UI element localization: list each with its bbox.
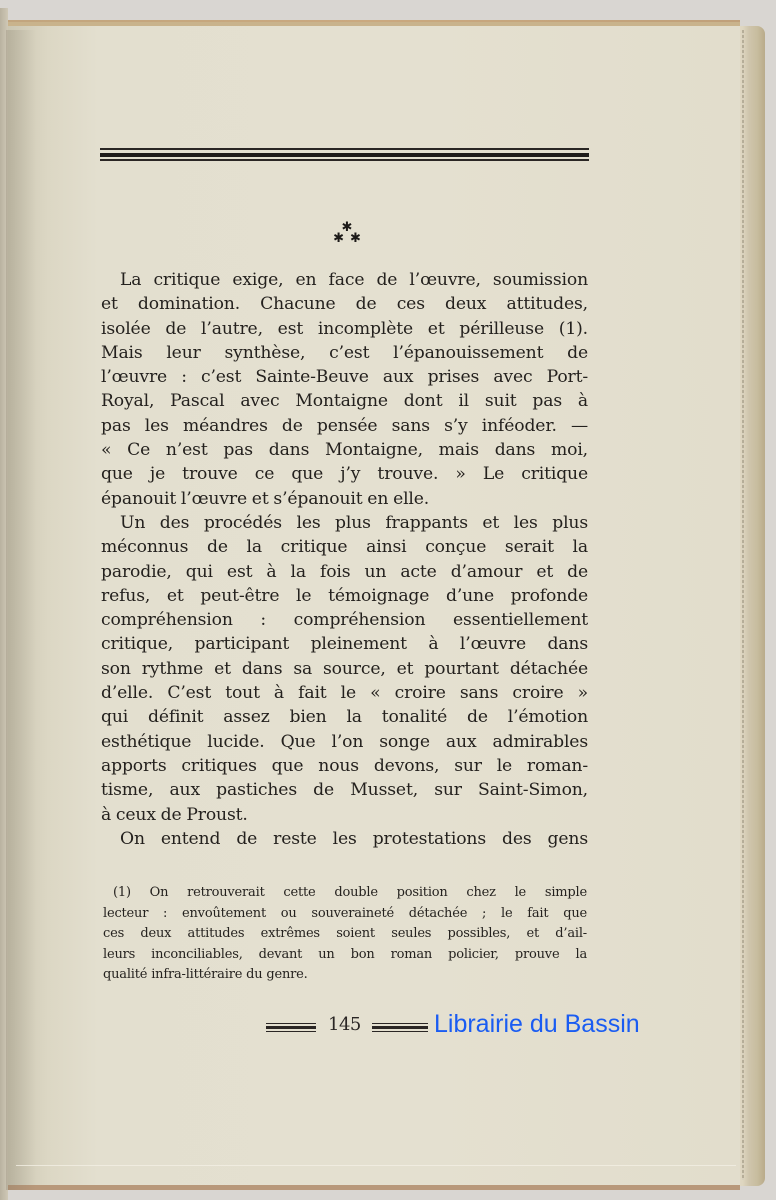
- footnote: [103, 883, 587, 986]
- folio-rule-left: [266, 1023, 316, 1033]
- footnote-line: (1) On retrouverait cette double position chez le simple: [113, 885, 587, 900]
- asterisk-icon: ✱: [341, 220, 353, 235]
- text-line: pas les méandres de pensée sans s’y inféoder. —: [101, 415, 588, 436]
- watermark: Librairie du Bassin: [434, 1010, 640, 1038]
- page-edge-deckle: [742, 30, 744, 1180]
- text-line: tisme, aux pastiches de Musset, sur Saint-Simon,: [101, 780, 588, 801]
- rule-thin-bottom: [100, 159, 589, 161]
- rule-thin-top: [100, 148, 589, 150]
- text-line: apports critiques que nous devons, sur le roman-: [101, 755, 588, 776]
- footnote-line: ces deux attitudes extrêmes soient seules possibles, et d’ail-: [103, 926, 587, 941]
- text-line: d’elle. C’est tout à fait le « croire sans croire »: [101, 683, 588, 704]
- text-line: et domination. Chacune de ces deux attitudes,: [101, 294, 588, 315]
- text-line: méconnus de la critique ainsi conçue serait la: [101, 537, 588, 558]
- text-line: que je trouve ce que j’y trouve. » Le critique: [101, 464, 588, 485]
- folio: [266, 1014, 436, 1040]
- paragraph-3: [101, 827, 588, 851]
- text-line: Un des procédés les plus frappants et les plus: [120, 512, 588, 533]
- text-line: Royal, Pascal avec Montaigne dont il suit pas à: [101, 391, 588, 412]
- text-line: La critique exige, en face de l’œuvre, soumission: [120, 270, 588, 290]
- text-line: critique, participant pleinement à l’œuvre dans: [101, 634, 588, 655]
- page-bottom-edge: [16, 1165, 736, 1166]
- text-line: qui définit assez bien la tonalité de l’émotion: [101, 707, 588, 728]
- text-line: Mais leur synthèse, c’est l’épanouissement de: [101, 342, 588, 363]
- footnote-line: lecteur : envoûtement ou souveraineté détachée ; le fait que: [103, 905, 587, 921]
- footnote-line: qualité infra-littéraire du genre.: [103, 967, 308, 982]
- text-line: « Ce n’est pas dans Montaigne, mais dans moi,: [101, 440, 588, 461]
- text-line: refus, et peut-être le témoignage d’une profonde: [101, 585, 588, 606]
- text-line: épanouit l’œuvre et s’épanouit en elle.: [101, 488, 430, 509]
- gutter-shadow: [6, 30, 36, 1190]
- text-line: compréhension : compréhension essentiellement: [101, 610, 588, 631]
- rule-thick: [100, 153, 589, 157]
- folio-rule-right: [372, 1023, 428, 1033]
- asterisk-icon: ✱✱: [333, 231, 367, 246]
- paragraph-2: [101, 511, 588, 827]
- paragraph-1: [101, 268, 588, 511]
- text-line: isolée de l’autre, est incomplète et périlleuse (1).: [101, 318, 588, 339]
- footnote-line: leurs inconciliables, devant un bon roman policier, prouve la: [103, 946, 587, 962]
- text-line: son rythme et dans sa source, et pourtant détachée: [101, 658, 588, 679]
- body-text: [101, 268, 588, 851]
- text-line: esthétique lucide. Que l’on songe aux admirables: [101, 731, 588, 752]
- asterism-separator: [322, 222, 372, 252]
- decorative-rule-top: [100, 148, 589, 162]
- text-line: à ceux de Proust.: [101, 804, 248, 825]
- text-line: On entend de reste les protestations des gens: [120, 828, 588, 849]
- text-line: l’œuvre : c’est Sainte-Beuve aux prises avec Port-: [101, 367, 588, 388]
- text-line: parodie, qui est à la fois un acte d’amour et de: [101, 561, 588, 582]
- page-number: 145: [328, 1014, 361, 1035]
